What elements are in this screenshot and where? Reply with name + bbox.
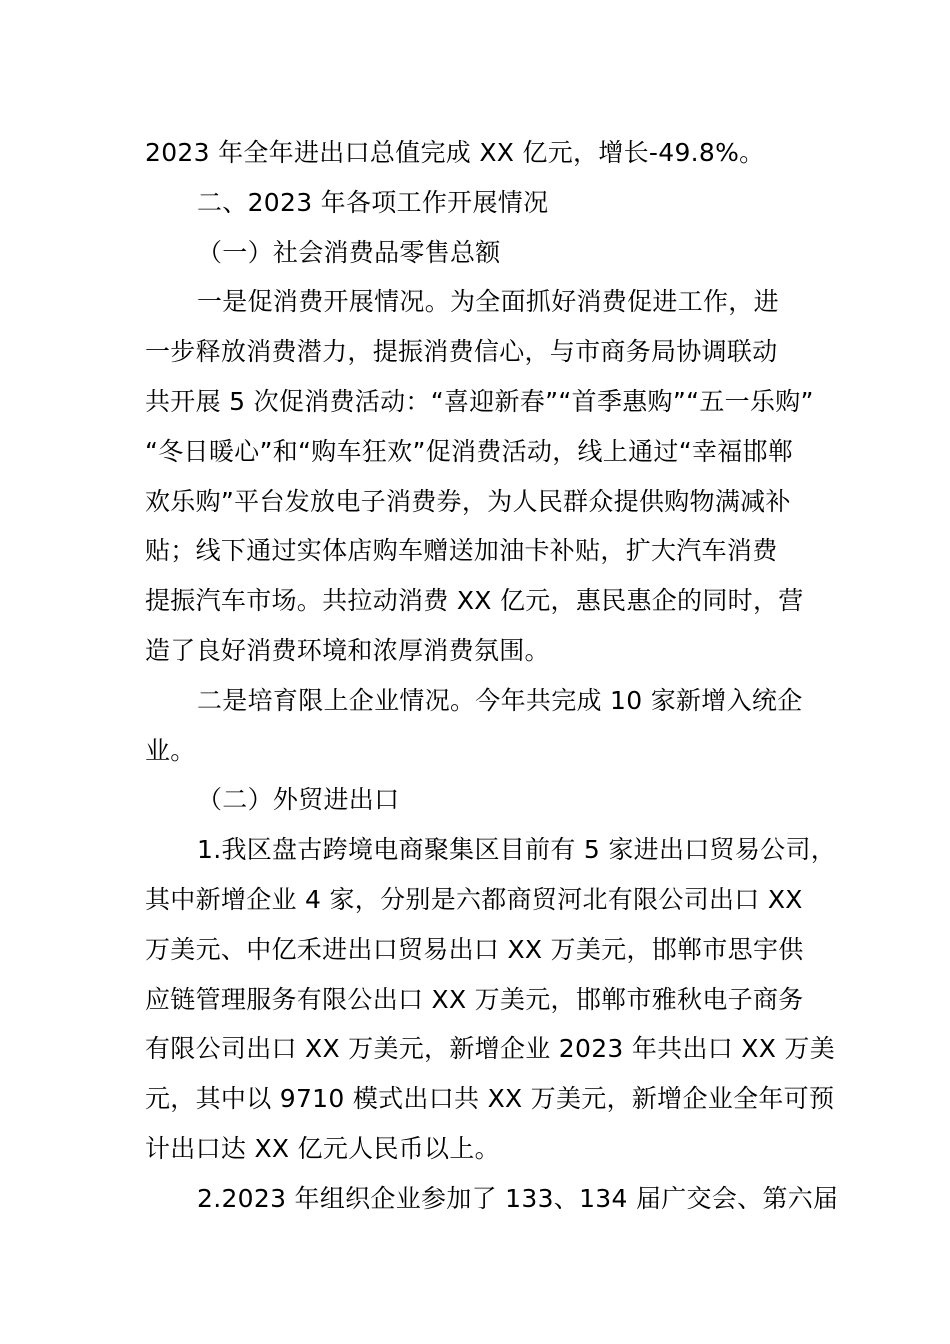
heading: （二）外贸进出口 [197,785,400,815]
text-line: 贴；线下通过实体店购车赠送加油卡补贴，扩大汽车消费 [145,536,778,566]
paragraph-enterprise-cultivation [145,676,845,776]
text-line: 欢乐购”平台发放电子消费券，为人民群众提供购物满减补 [145,486,791,516]
text-line: 共开展 5 次促消费活动：“喜迎新春”“首季惠购”“五一乐购” [145,386,814,416]
text-line: 提振汽车市场。共拉动消费 XX 亿元，惠民惠企的同时，营 [145,586,804,616]
heading: 二、2023 年各项工作开展情况 [197,187,549,217]
paragraph-trade-total [145,128,845,178]
text-line: 应链管理服务有限公出口 XX 万美元，邯郸市雅秋电子商务 [145,984,804,1014]
text-line: 有限公司出口 XX 万美元，新增企业 2023 年共出口 XX 万美 [145,1034,836,1064]
text-line: 2.2023 年组织企业参加了 133、134 届广交会、第六届 [197,1183,839,1213]
paragraph-cross-border-ecommerce [145,825,845,1174]
text-line: 业。 [145,735,196,765]
document-page [145,128,845,1224]
text-line: 一是促消费开展情况。为全面抓好消费促进工作，进 [197,287,779,317]
text-line: “冬日暖心”和“购车狂欢”促消费活动，线上通过“幸福邯郸 [145,436,794,466]
text-line: 计出口达 XX 亿元人民币以上。 [145,1133,500,1163]
text-line: 万美元、中亿禾进出口贸易出口 XX 万美元，邯郸市思宇供 [145,934,804,964]
heading: （一）社会消费品零售总额 [197,237,501,267]
text-line: 1.我区盘古跨境电商聚集区目前有 5 家进出口贸易公司， [197,835,837,865]
section-heading-2 [145,178,845,228]
text-line: 其中新增企业 4 家，分别是六都商贸河北有限公司出口 XX [145,884,803,914]
paragraph-consumption-promotion [145,277,845,675]
text-line: 一步释放消费潜力，提振消费信心，与市商务局协调联动 [145,337,778,367]
subsection-heading-consumption [145,228,845,278]
subsection-heading-foreign-trade [145,775,845,825]
paragraph-trade-fairs [145,1174,845,1224]
text-line: 造了良好消费环境和浓厚消费氛围。 [145,635,550,665]
text-line: 元，其中以 9710 模式出口共 XX 万美元，新增企业全年可预 [145,1084,835,1114]
text-line: 二是培育限上企业情况。今年共完成 10 家新增入统企 [197,685,803,715]
text-line: 2023 年全年进出口总值完成 XX 亿元，增长-49.8%。 [145,138,765,167]
